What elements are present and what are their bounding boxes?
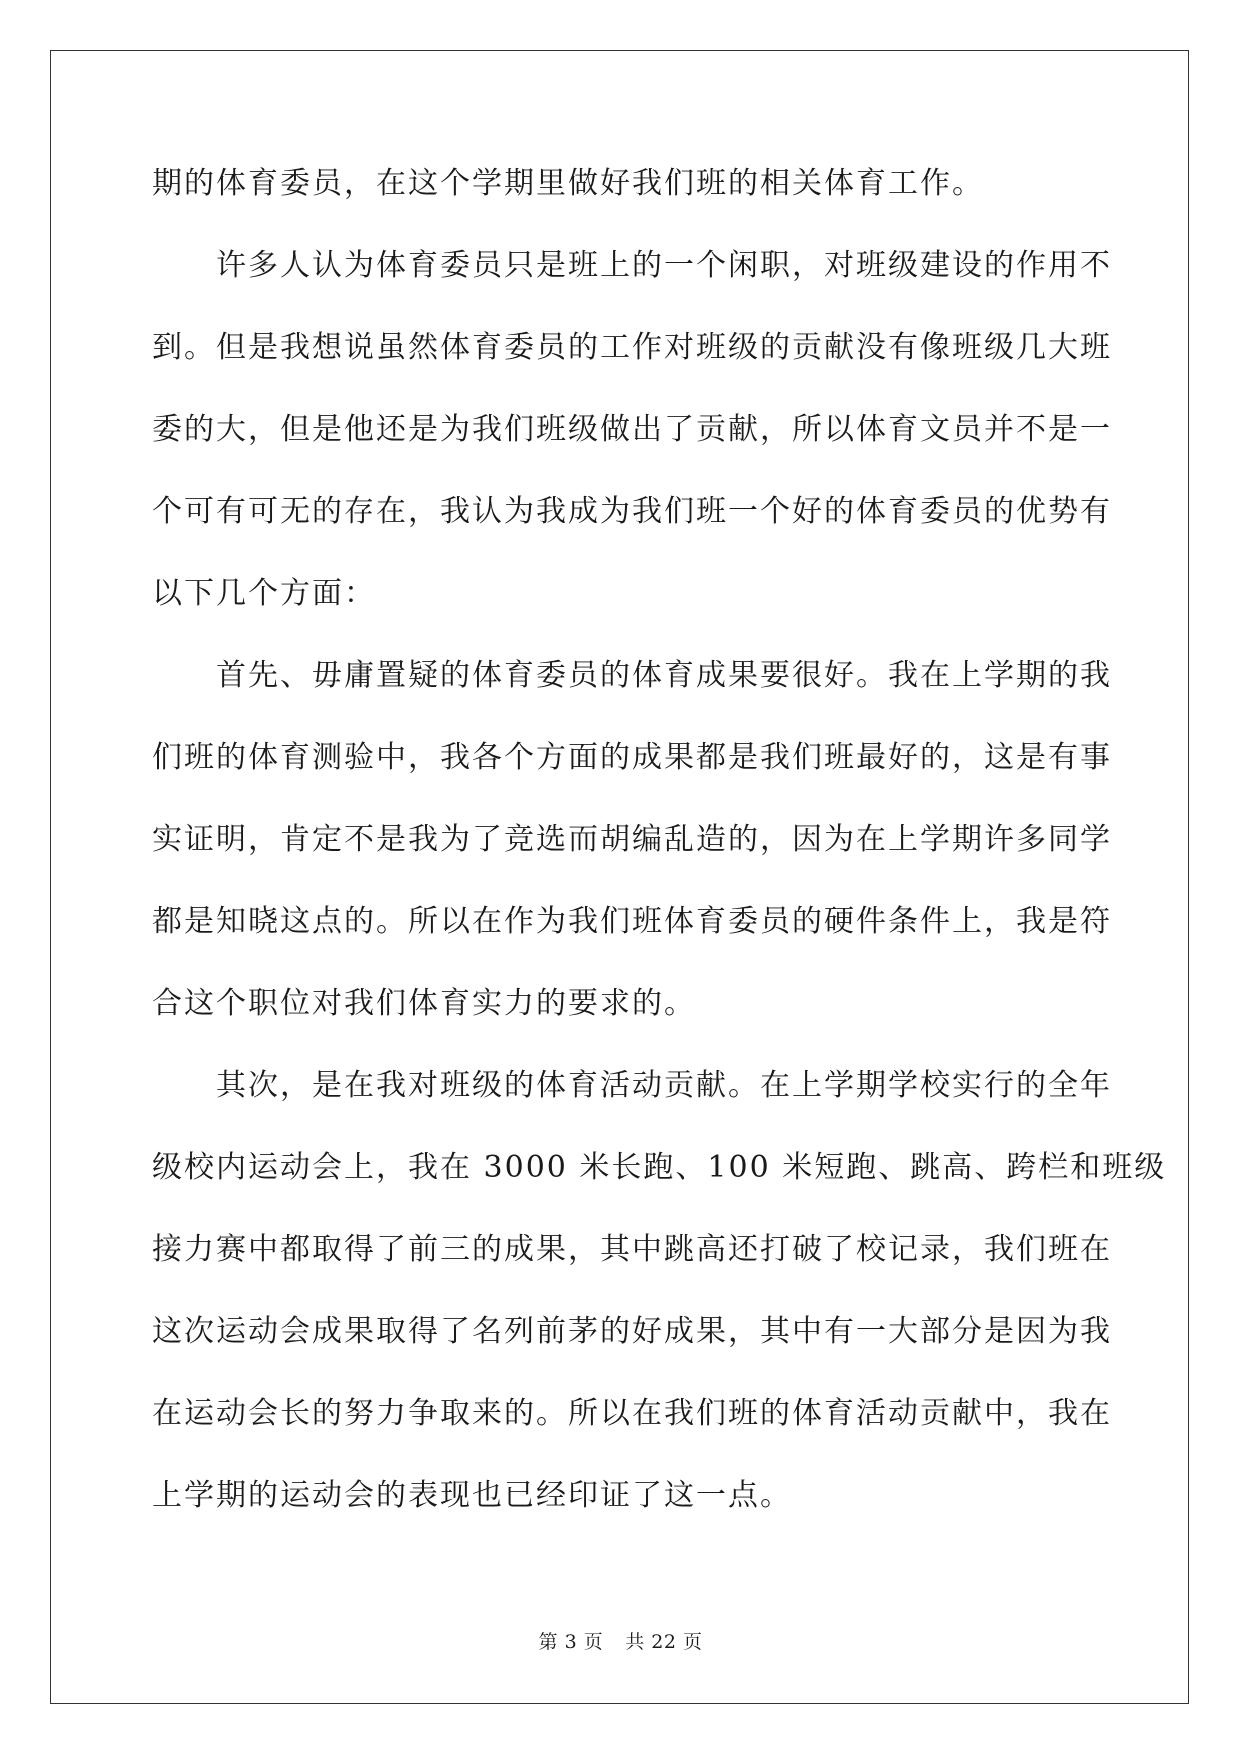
text-line: 委的大，但是他还是为我们班级做出了贡献，所以体育文员并不是一 xyxy=(152,412,1112,447)
text-line: 们班的体育测验中，我各个方面的成果都是我们班最好的，这是有事 xyxy=(152,740,1112,775)
text-line: 期的体育委员，在这个学期里做好我们班的相关体育工作。 xyxy=(152,166,984,201)
paragraph-start-line: 其次，是在我对班级的体育活动贡献。在上学期学校实行的全年 xyxy=(216,1068,1112,1103)
paragraph-start-line: 许多人认为体育委员只是班上的一个闲职，对班级建设的作用不 xyxy=(216,248,1112,283)
text-line: 个可有可无的存在，我认为我成为我们班一个好的体育委员的优势有 xyxy=(152,494,1112,529)
page-footer xyxy=(0,1627,1241,1654)
text-line: 到。但是我想说虽然体育委员的工作对班级的贡献没有像班级几大班 xyxy=(152,330,1112,365)
text-line: 接力赛中都取得了前三的成果，其中跳高还打破了校记录，我们班在 xyxy=(152,1232,1112,1267)
text-line: 合这个职位对我们体育实力的要求的。 xyxy=(152,986,696,1021)
page-total: 共 22 页 xyxy=(625,1631,703,1653)
text-line: 上学期的运动会的表现也已经印证了这一点。 xyxy=(152,1478,792,1513)
text-line: 这次运动会成果取得了名列前茅的好成果，其中有一大部分是因为我 xyxy=(152,1314,1112,1349)
text-line: 都是知晓这点的。所以在作为我们班体育委员的硬件条件上，我是符 xyxy=(152,904,1112,939)
document-body xyxy=(152,163,1167,1557)
text-line: 以下几个方面： xyxy=(152,576,376,611)
text-line: 实证明，肯定不是我为了竞选而胡编乱造的，因为在上学期许多同学 xyxy=(152,822,1112,857)
paragraph-start-line: 首先、毋庸置疑的体育委员的体育成果要很好。我在上学期的我 xyxy=(216,658,1112,693)
text-line: 在运动会长的努力争取来的。所以在我们班的体育活动贡献中，我在 xyxy=(152,1396,1112,1431)
page-number: 第 3 页 xyxy=(538,1631,604,1653)
text-line: 级校内运动会上，我在 3000 米长跑、100 米短跑、跳高、跨栏和班级 xyxy=(152,1150,1167,1185)
